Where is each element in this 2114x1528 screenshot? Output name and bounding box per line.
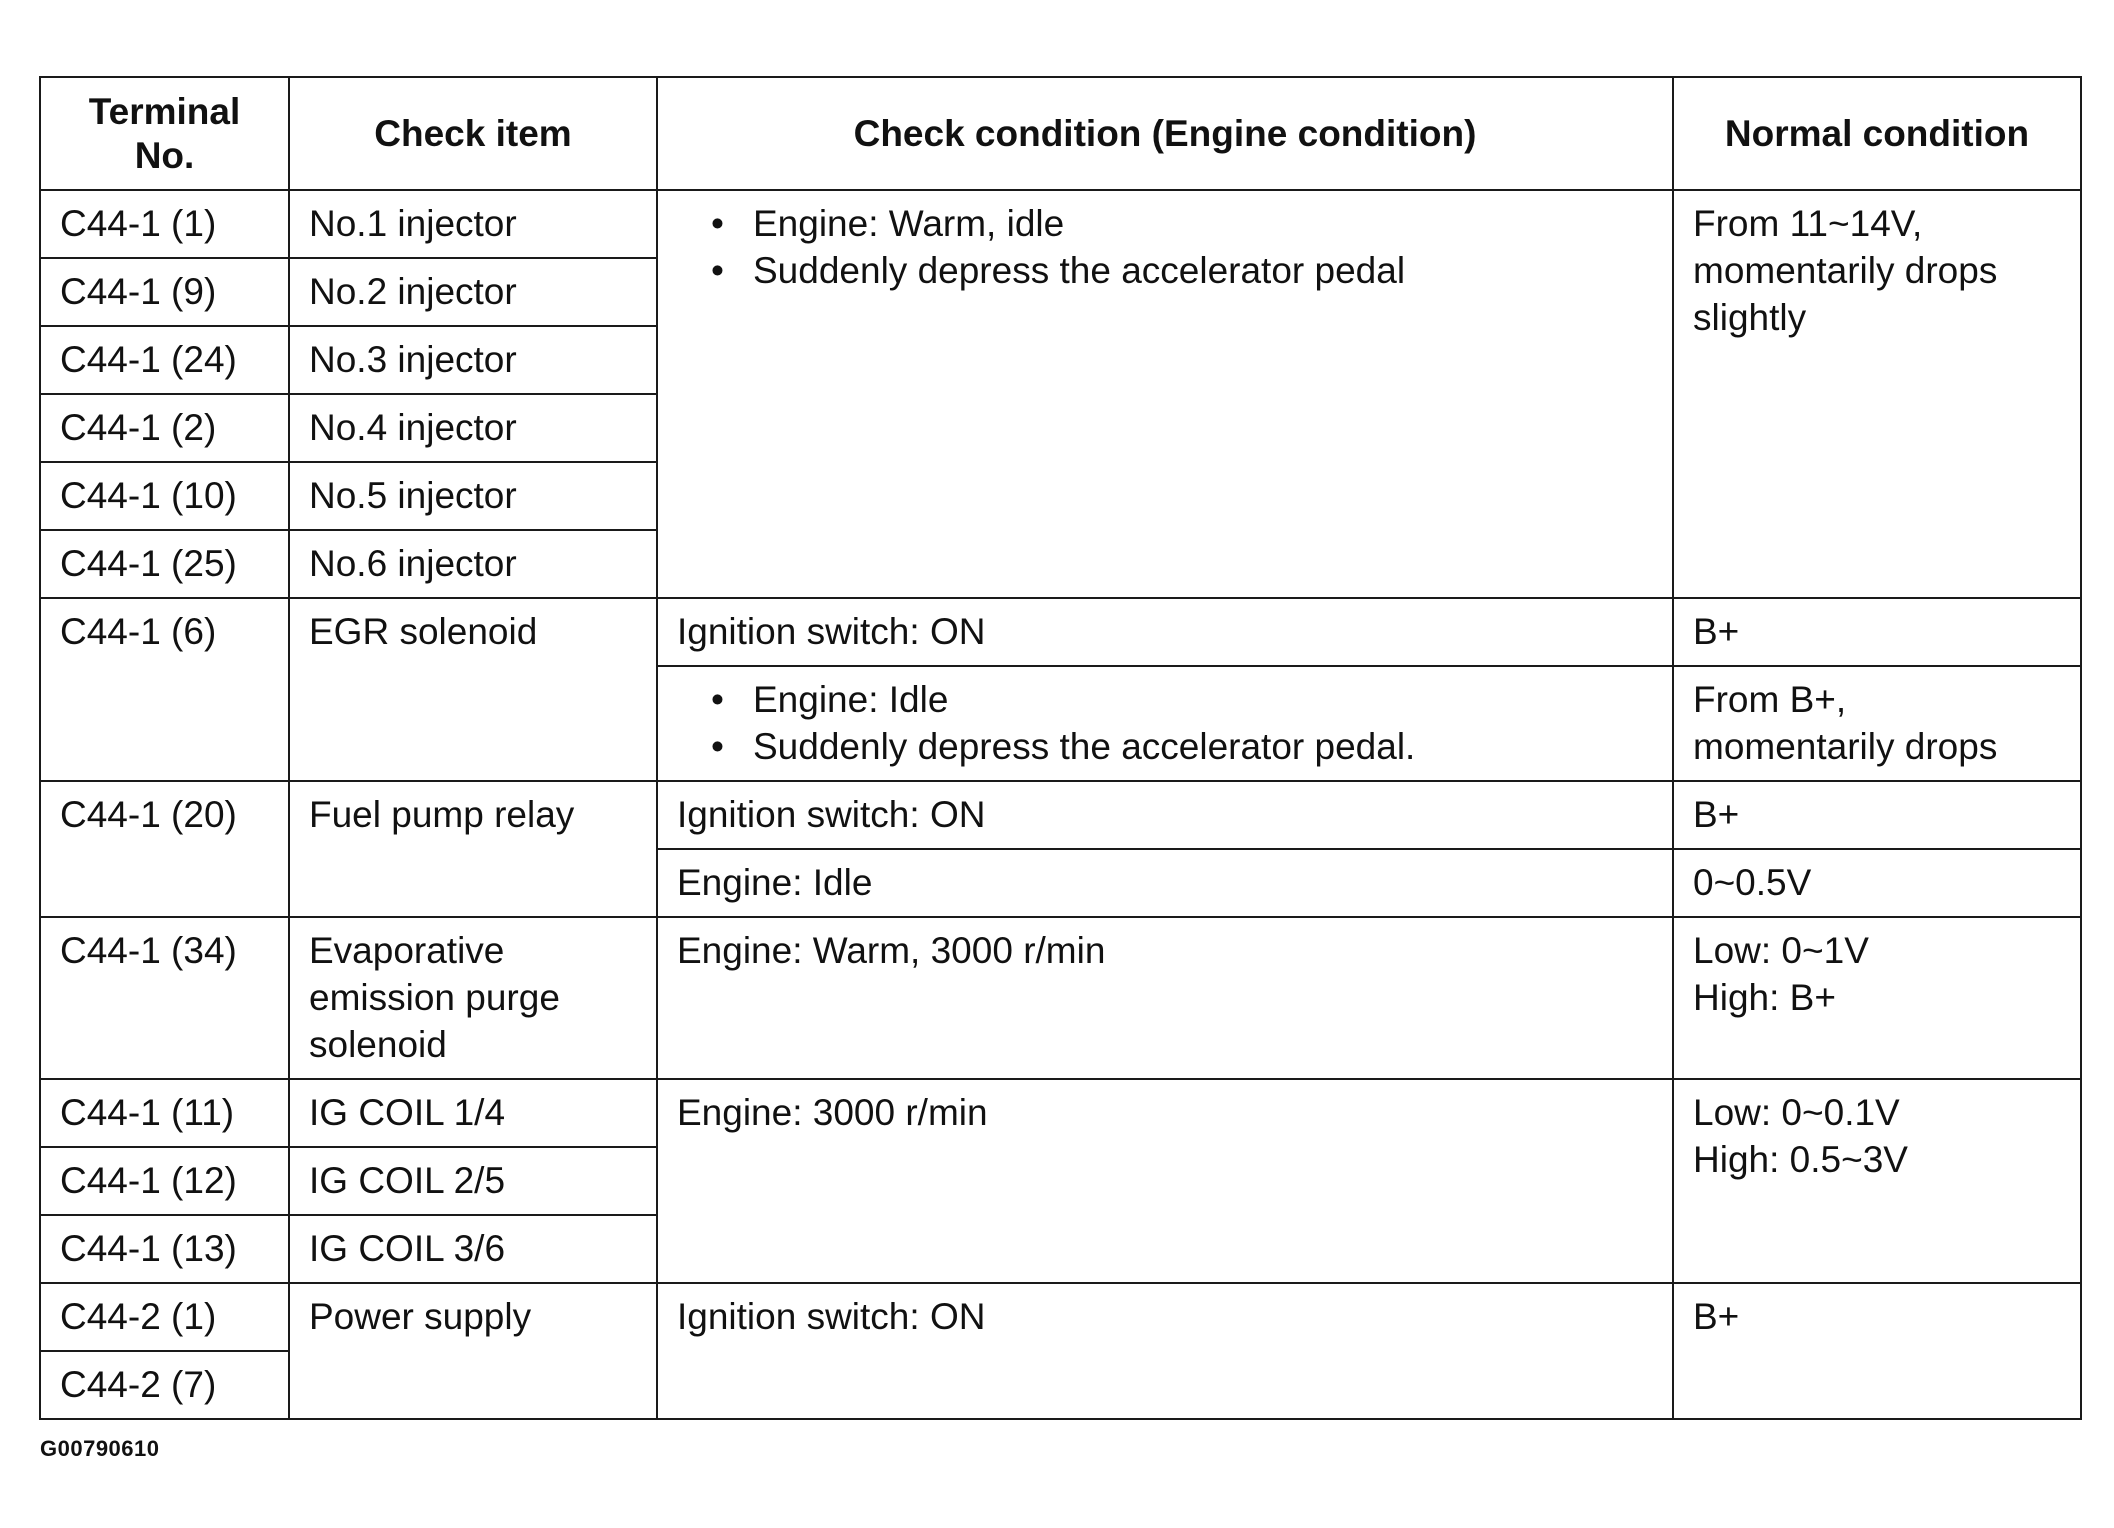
- check-item-cell: Fuel pump relay: [289, 781, 657, 917]
- check-item-cell: No.4 injector: [289, 394, 657, 462]
- terminal-cell: C44-1 (2): [40, 394, 289, 462]
- terminal-cell: C44-1 (6): [40, 598, 289, 781]
- terminal-cell: C44-1 (1): [40, 190, 289, 258]
- fuel-pump-normal-idle: 0~0.5V: [1673, 849, 2081, 917]
- header-check-condition: Check condition (Engine condition): [657, 77, 1673, 190]
- check-item-cell: EGR solenoid: [289, 598, 657, 781]
- evap-normal: Low: 0~1V High: B+: [1673, 917, 2081, 1079]
- ig-coil-normal: Low: 0~0.1V High: 0.5~3V: [1673, 1079, 2081, 1283]
- terminal-cell: C44-1 (12): [40, 1147, 289, 1215]
- figure-id: G00790610: [40, 1436, 160, 1461]
- fuel-pump-normal-ignition: B+: [1673, 781, 2081, 849]
- list-item: • Engine: Idle: [711, 676, 1653, 723]
- table-row: [40, 917, 2081, 1079]
- list-item: • Engine: Warm, idle: [711, 200, 1653, 247]
- header-terminal: Terminal No.: [40, 77, 289, 190]
- header-normal-condition: Normal condition: [1673, 77, 2081, 190]
- terminal-cell: C44-2 (7): [40, 1351, 289, 1419]
- egr-condition-list: [677, 676, 1653, 770]
- terminal-cell: C44-1 (10): [40, 462, 289, 530]
- check-item-cell: No.3 injector: [289, 326, 657, 394]
- table-row: [40, 781, 2081, 849]
- injector-condition-list: [677, 200, 1653, 294]
- fuel-pump-condition-ignition: Ignition switch: ON: [657, 781, 1673, 849]
- ecm-terminal-check-table: [39, 76, 2082, 1420]
- terminal-cell: C44-1 (9): [40, 258, 289, 326]
- table-row: [40, 598, 2081, 666]
- table-row: [40, 190, 2081, 258]
- check-item-cell: Evaporative emission purge solenoid: [289, 917, 657, 1079]
- list-item: • Suddenly depress the accelerator pedal.: [711, 723, 1653, 770]
- table-row: [40, 1079, 2081, 1147]
- terminal-cell: C44-1 (24): [40, 326, 289, 394]
- power-condition: Ignition switch: ON: [657, 1283, 1673, 1419]
- terminal-cell: C44-1 (25): [40, 530, 289, 598]
- check-item-cell: No.5 injector: [289, 462, 657, 530]
- header-check-item: Check item: [289, 77, 657, 190]
- injector-condition-cell: [657, 190, 1673, 598]
- egr-condition-idle-cell: [657, 666, 1673, 781]
- terminal-cell: C44-1 (11): [40, 1079, 289, 1147]
- table-row: [40, 1283, 2081, 1351]
- evap-condition: Engine: Warm, 3000 r/min: [657, 917, 1673, 1079]
- terminal-cell: C44-2 (1): [40, 1283, 289, 1351]
- check-item-cell: No.1 injector: [289, 190, 657, 258]
- check-item-cell: IG COIL 3/6: [289, 1215, 657, 1283]
- power-normal: B+: [1673, 1283, 2081, 1419]
- egr-condition-ignition: Ignition switch: ON: [657, 598, 1673, 666]
- terminal-cell: C44-1 (20): [40, 781, 289, 917]
- check-item-cell: Power supply: [289, 1283, 657, 1419]
- check-item-cell: No.6 injector: [289, 530, 657, 598]
- list-item: • Suddenly depress the accelerator pedal: [711, 247, 1653, 294]
- egr-normal-ignition: B+: [1673, 598, 2081, 666]
- ig-coil-condition: Engine: 3000 r/min: [657, 1079, 1673, 1283]
- fuel-pump-condition-idle: Engine: Idle: [657, 849, 1673, 917]
- terminal-cell: C44-1 (34): [40, 917, 289, 1079]
- injector-normal-cell: From 11~14V, momentarily drops slightly: [1673, 190, 2081, 598]
- egr-normal-idle: From B+, momentarily drops: [1673, 666, 2081, 781]
- check-item-cell: No.2 injector: [289, 258, 657, 326]
- terminal-cell: C44-1 (13): [40, 1215, 289, 1283]
- check-item-cell: IG COIL 2/5: [289, 1147, 657, 1215]
- header-row: [40, 77, 2081, 190]
- check-item-cell: IG COIL 1/4: [289, 1079, 657, 1147]
